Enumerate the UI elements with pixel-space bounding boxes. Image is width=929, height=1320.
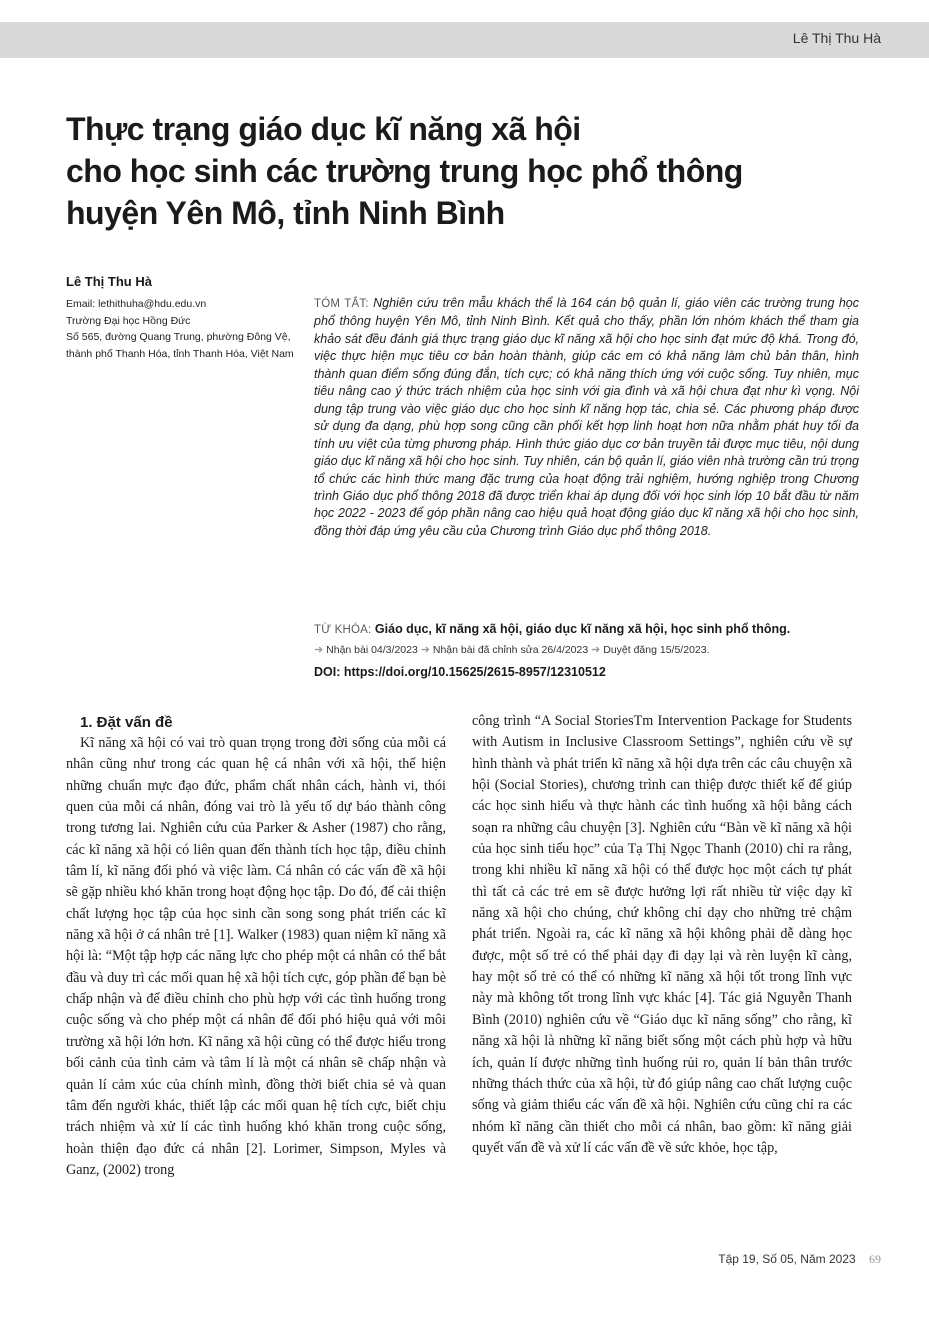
author-affiliation: [66, 296, 306, 362]
author-email: Email: lethithuha@hdu.edu.vn: [66, 298, 207, 310]
page-footer: [718, 1252, 881, 1267]
doi-link[interactable]: DOI: https://doi.org/10.15625/2615-8957/12310512: [314, 665, 606, 679]
abstract: [314, 295, 859, 540]
keywords-text: Giáo dục, kĩ năng xã hội, giáo dục kĩ năng xã hội, học sinh phổ thông.: [374, 622, 791, 636]
running-header-author: Lê Thị Thu Hà: [792, 30, 881, 46]
page-number: 69: [869, 1252, 881, 1266]
date-received: Nhận bài 04/3/2023: [326, 644, 418, 656]
body-paragraph: Kĩ năng xã hội có vai trò quan trọng trong đời sống của mỗi cá nhân cũng như trong các quan hệ cá nhân với xã hội, thể hiện những chuẩn mực đạo đức, phẩm chất nhân cách, hành vi, thói quen của mỗi cá nhân, đóng vai trò là yếu tố dự báo thành công trong tương lai. Nghiên cứu của Parker & Asher (1987) cho rằng, các kĩ năng xã hội có liên quan đến thành tích học tập, điều chỉnh tâm lí, kĩ năng đối phó và việc làm. Cá nhân có các vấn đề xã hội sẽ gặp nhiều khó khăn trong hoạt động học tập. Do đó, để cải thiện chất lượng học tập của học sinh cần song song phát triển các kĩ năng xã hội ở cá nhân trẻ [1]. Walker (1983) quan niệm kĩ năng xã hội là: “Một tập hợp các năng lực cho phép một cá nhân có thể bắt đầu và duy trì các mối quan hệ xã hội tích cực, góp phần để bạn bè chấp nhận và để điều chỉnh cho phù hợp với các tình huống trong cuộc sống và cho phép một cá nhân để đối phó hiệu quả với môi trường xã hội lớn hơn. Kĩ năng xã hội cũng có thể được hiểu trong bối cảnh của tình cảm và tâm lí là một cá nhân sẽ chấp nhận và quản lí cảm xúc của chính mình, đồng thời biết chia sẻ và quan tâm đến người khác, thiết lập các mối quan hệ tích cực, biết chịu trách nhiệm và xử lí các tình huống khó khăn trong cuộc sống, hoàn thiện đạo đức cá nhân [2]. Lorimer, Simpson, Myles và Ganz, (2002) trong: [66, 735, 446, 1178]
author-name: Lê Thị Thu Hà: [66, 274, 152, 289]
title-line: cho học sinh các trường trung học phổ thông: [66, 153, 743, 189]
body-column-right: [472, 711, 852, 1159]
issue-info: Tập 19, Số 05, Năm 2023: [718, 1252, 856, 1266]
article-dates: [314, 643, 874, 656]
running-header: [0, 22, 929, 58]
keywords: [314, 622, 874, 636]
body-column-left: [66, 712, 446, 1181]
affiliation-line: thành phố Thanh Hóa, tỉnh Thanh Hóa, Việt Nam: [66, 347, 294, 360]
date-revised: Nhận bài đã chỉnh sửa 26/4/2023: [432, 644, 589, 656]
title-line: huyện Yên Mô, tỉnh Ninh Bình: [66, 195, 505, 231]
affiliation-line: Số 565, đường Quang Trung, phường Đông Vệ,: [66, 331, 291, 343]
keywords-label: TỪ KHÓA:: [314, 624, 372, 636]
date-accepted: Duyệt đăng 15/5/2023.: [603, 644, 710, 656]
article-title: [66, 108, 826, 234]
arrow-icon: ➜: [314, 644, 324, 656]
title-line: Thực trạng giáo dục kĩ năng xã hội: [66, 111, 581, 147]
arrow-icon: ➜: [591, 644, 601, 656]
arrow-icon: ➜: [420, 644, 430, 656]
section-heading: 1. Đặt vấn đề: [80, 714, 173, 731]
abstract-label: TÓM TẮT:: [314, 298, 369, 310]
body-paragraph: công trình “A Social StoriesTm Intervention Package for Students with Autism in Inclusive Classroom Settings”, nghiên cứu về sự hình thành và phát triển kĩ năng xã hội dựa trên các câu chuyện xã hội (Social Stories), chương trình can thiệp được thiết kế để giúp các học sinh hiểu và thực hành các tình huống xã hội bằng cách soạn ra những câu chuyện [3]. Nghiên cứu “Bàn về kĩ năng xã hội của học sinh tiểu học” của Tạ Thị Ngọc Thanh (2010) chỉ ra rằng, trong khi nhiều kĩ năng xã hội có thể được học một cách tự phát thì tất cả các trẻ em sẽ được hưởng lợi rất nhiều từ việc dạy kĩ năng xã hội cho chúng, chứ không chỉ dạy cho những trẻ chậm phát triển. Ngoài ra, các kĩ năng xã hội không phải dễ dàng học được, một số trẻ có thể phải dạy đi dạy lại và rèn luyện kĩ càng, hay một số trẻ có thể có những kĩ năng xã hội tốt trong lĩnh vực này mà không tốt trong lĩnh vực khác [4]. Tác giả Nguyễn Thanh Bình (2010) nghiên cứu về “Giáo dục kĩ năng sống” cho rằng, kĩ năng xã hội là những kĩ năng biết sống một cách phù hợp và hữu ích, quản lí được những tình huống rủi ro, quản lí bản thân trước những thách thức của xã hội, từ đó giúp nâng cao chất lượng cuộc sống và giảm thiểu các vấn đề xã hội. Nghiên cứu cũng chỉ ra các nhóm kĩ năng cần thiết cho mỗi cá nhân, bao gồm: kĩ năng giải quyết vấn đề và xử lí các vấn đề về sức khỏe, học tập,: [472, 713, 852, 1156]
abstract-text: Nghiên cứu trên mẫu khách thể là 164 cán bộ quản lí, giáo viên các trường trung học phổ thông huyện Yên Mô, tỉnh Ninh Bình. Kết quả cho thấy, phần lớn nhóm khách thể tham gia khảo sát đều đánh giá thực trạng giáo dục kĩ năng xã hội cho học sinh đạt mức độ khá. Trong đó, việc thực hiện mục tiêu cơ bản hoàn thành, giúp các em có khả năng làm chủ bản thân, hình thành quan điểm sống đúng đắn, tích cực; có khả năng thích ứng với cuộc sống. Tuy nhiên, mục tiêu nâng cao ý thức trách nhiệm của học sinh với gia đình và xã hội chưa đạt như kì vọng. Nội dung tập trung vào việc giáo dục cho học sinh kĩ năng hợp tác, chia sẻ. Các phương pháp được sử dụng đa dạng, phù hợp song cũng cần phối kết hợp linh hoạt hơn nữa nhằm phát huy tối đa tính ưu việt của từng phương pháp. Hình thức giáo dục cơ bản truyền tải được mục tiêu, nội dung giáo dục kĩ năng xã hội cho học sinh. Tuy nhiên, cán bộ quản lí, giáo viên nhà trường cần trú trọng tổ chức các hình thức mang đặc trưng của hoạt động trải nghiệm, hướng nghiệp trong Chương trình Giáo dục phổ thông 2018 đã được triển khai áp dụng đối với học sinh lớp 10 bắt đầu từ năm học 2022 - 2023 để góp phần nâng cao hiệu quả hoạt động giáo dục kĩ năng xã hội cho học sinh, đồng thời đáp ứng yêu cầu của Chương trình Giáo dục phổ thông 2018.: [314, 296, 859, 538]
affiliation-line: Trường Đại học Hồng Đức: [66, 314, 191, 327]
